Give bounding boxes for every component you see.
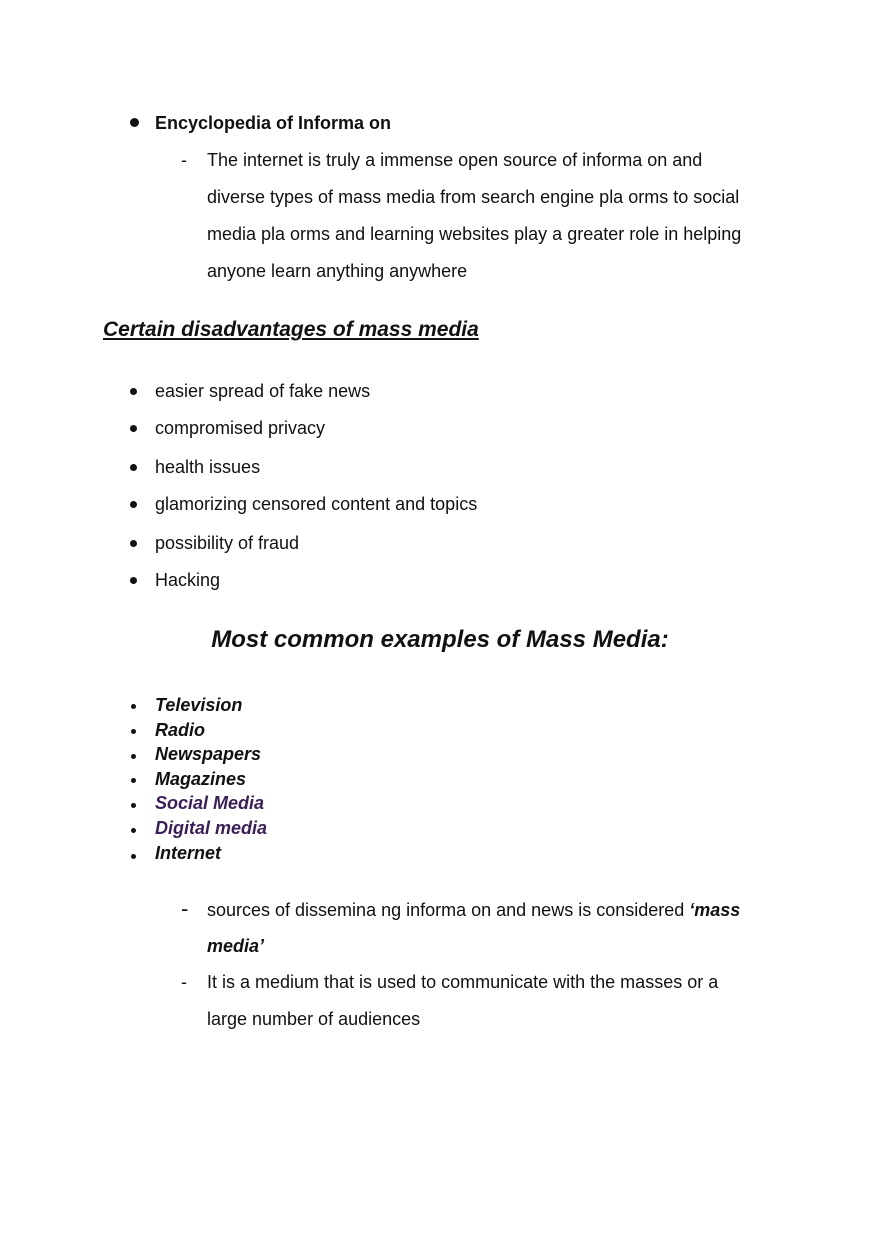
disadvantage-item: possibility of fraud bbox=[155, 533, 300, 553]
description-line: diverse types of mass media from search engine pla orms to social bbox=[207, 187, 740, 207]
bullet-marker bbox=[131, 754, 136, 759]
dash-marker: - bbox=[181, 150, 187, 170]
bullet-marker bbox=[131, 778, 136, 783]
note-line bbox=[207, 898, 740, 922]
bullet-marker bbox=[131, 828, 136, 833]
bullet-marker bbox=[131, 854, 136, 859]
description-line: The internet is truly a immense open source of informa on and bbox=[207, 150, 703, 170]
note-emphasis: ‘mass bbox=[689, 900, 741, 920]
disadvantage-item: compromised privacy bbox=[155, 418, 326, 438]
example-item: Magazines bbox=[155, 769, 247, 789]
bullet-marker bbox=[131, 803, 136, 808]
bullet-marker bbox=[131, 704, 136, 709]
example-item: Internet bbox=[155, 843, 222, 863]
disadvantage-item: glamorizing censored content and topics bbox=[155, 494, 478, 514]
example-item-highlighted: Digital media bbox=[155, 818, 268, 838]
note-line: It is a medium that is used to communicate with the masses or a bbox=[207, 972, 719, 992]
bullet-marker bbox=[130, 540, 137, 547]
example-item: Radio bbox=[155, 720, 206, 740]
disadvantage-item: Hacking bbox=[155, 570, 221, 590]
bullet-marker bbox=[130, 501, 137, 508]
bullet-marker bbox=[130, 118, 139, 127]
example-item: Television bbox=[155, 695, 243, 715]
dash-marker: - bbox=[181, 972, 187, 992]
note-line: large number of audiences bbox=[207, 1009, 421, 1029]
note-text: sources of dissemina ng informa on and news is considered bbox=[207, 900, 690, 920]
bullet-marker bbox=[130, 425, 137, 432]
description-line: anyone learn anything anywhere bbox=[207, 261, 468, 281]
note-emphasis-continued: media’ bbox=[207, 936, 265, 956]
bullet-marker bbox=[130, 464, 137, 471]
dash-marker: - bbox=[181, 896, 189, 921]
bullet-marker bbox=[130, 388, 137, 395]
description-line: media pla orms and learning websites play a greater role in helping bbox=[207, 224, 742, 244]
bullet-marker bbox=[131, 729, 136, 734]
disadvantages-heading: Certain disadvantages of mass media bbox=[103, 318, 479, 341]
bullet-marker bbox=[130, 577, 137, 584]
example-item-highlighted: Social Media bbox=[155, 793, 265, 813]
item-title-encyclopedia: Encyclopedia of Informa on bbox=[155, 113, 392, 133]
example-item: Newspapers bbox=[155, 744, 262, 764]
disadvantage-item: health issues bbox=[155, 457, 261, 477]
examples-heading: Most common examples of Mass Media: bbox=[211, 626, 669, 653]
disadvantage-item: easier spread of fake news bbox=[155, 381, 371, 401]
